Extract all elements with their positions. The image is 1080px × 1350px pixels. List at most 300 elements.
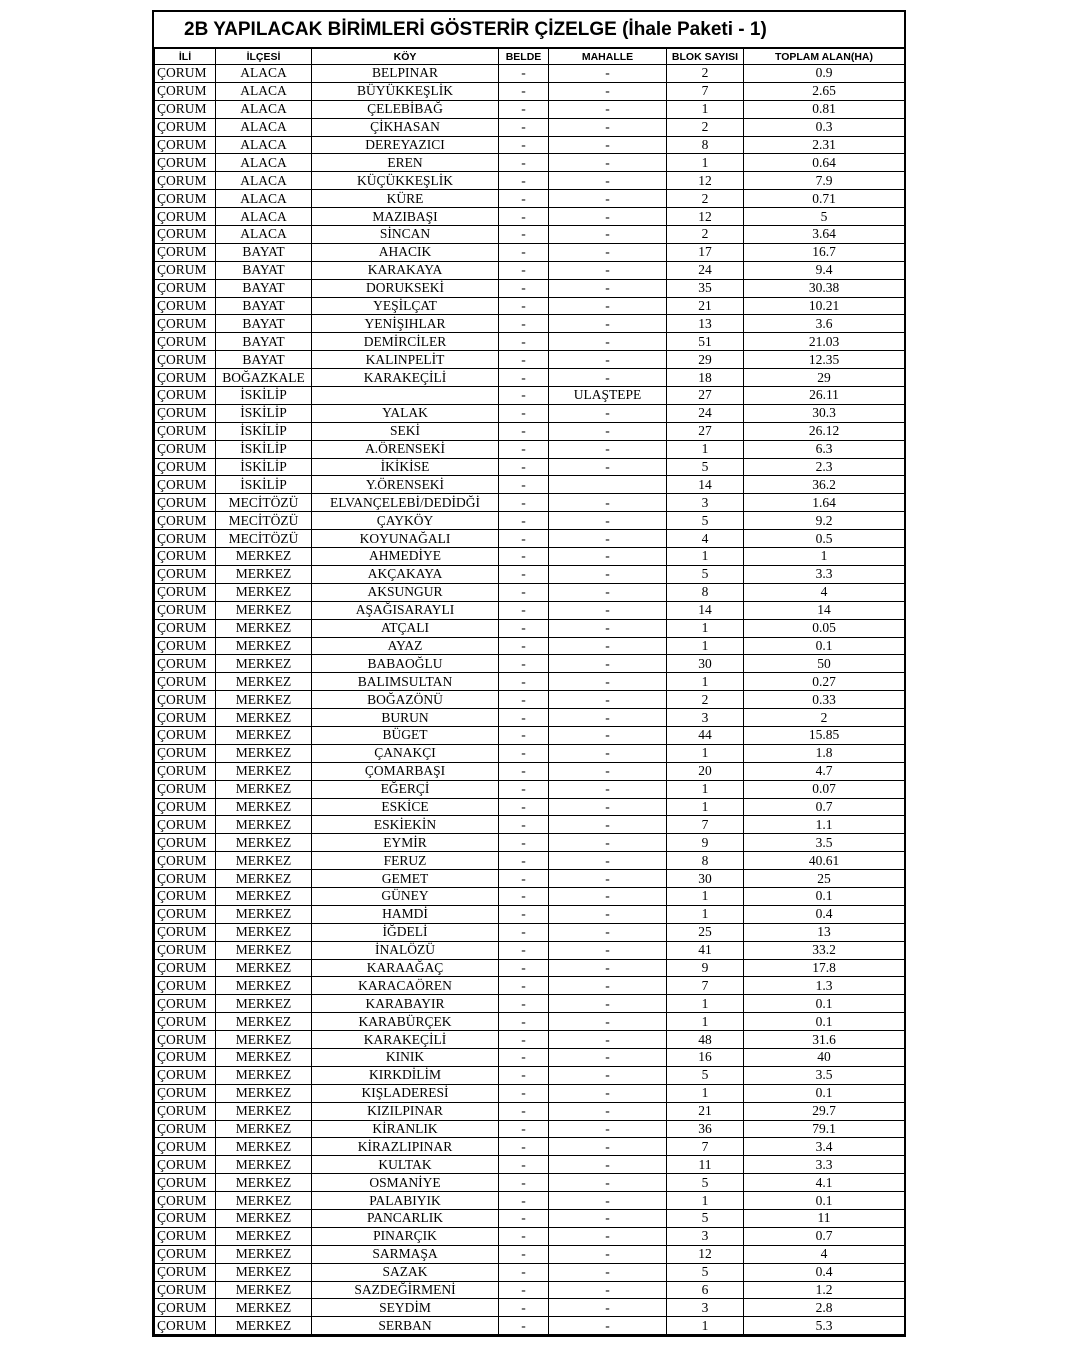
blok-sayisi-cell: 16: [667, 1048, 744, 1066]
koy-cell: Y.ÖRENSEKİ: [312, 476, 499, 494]
koy-cell: SİNCAN: [312, 226, 499, 244]
koy-cell: PANCARLIK: [312, 1210, 499, 1228]
mahalle-cell: -: [549, 548, 667, 566]
belde-cell: -: [499, 440, 549, 458]
ilce-cell: MECİTÖZÜ: [216, 494, 312, 512]
belde-cell: -: [499, 1317, 549, 1335]
mahalle-cell: -: [549, 1120, 667, 1138]
toplam-alan-cell: 0.33: [744, 691, 905, 709]
blok-sayisi-cell: 3: [667, 1299, 744, 1317]
belde-cell: -: [499, 995, 549, 1013]
toplam-alan-cell: 13: [744, 923, 905, 941]
koy-cell: SAZDEĞİRMENİ: [312, 1281, 499, 1299]
table-row: [155, 1013, 905, 1031]
il-cell: ÇORUM: [155, 118, 216, 136]
belde-cell: -: [499, 709, 549, 727]
column-header-blok-sayisi: BLOK SAYISI: [667, 49, 744, 65]
table-row: [155, 82, 905, 100]
blok-sayisi-cell: 1: [667, 100, 744, 118]
belde-cell: -: [499, 458, 549, 476]
ilce-cell: MERKEZ: [216, 870, 312, 888]
blok-sayisi-cell: 25: [667, 923, 744, 941]
belde-cell: -: [499, 1138, 549, 1156]
blok-sayisi-cell: 8: [667, 136, 744, 154]
ilce-cell: MERKEZ: [216, 1281, 312, 1299]
koy-cell: EĞERÇİ: [312, 780, 499, 798]
il-cell: ÇORUM: [155, 458, 216, 476]
table-row: [155, 458, 905, 476]
koy-cell: KÜRE: [312, 190, 499, 208]
koy-cell: ÇOMARBAŞI: [312, 762, 499, 780]
blok-sayisi-cell: 7: [667, 1138, 744, 1156]
il-cell: ÇORUM: [155, 1263, 216, 1281]
belde-cell: -: [499, 82, 549, 100]
toplam-alan-cell: 3.5: [744, 1066, 905, 1084]
ilce-cell: İSKİLİP: [216, 458, 312, 476]
il-cell: ÇORUM: [155, 762, 216, 780]
il-cell: ÇORUM: [155, 1102, 216, 1120]
table-row: [155, 261, 905, 279]
blok-sayisi-cell: 2: [667, 118, 744, 136]
koy-cell: İKİKİSE: [312, 458, 499, 476]
il-cell: ÇORUM: [155, 1210, 216, 1228]
blok-sayisi-cell: 1: [667, 548, 744, 566]
blok-sayisi-cell: 3: [667, 709, 744, 727]
belde-cell: -: [499, 887, 549, 905]
mahalle-cell: -: [549, 709, 667, 727]
toplam-alan-cell: 25: [744, 870, 905, 888]
ilce-cell: MERKEZ: [216, 923, 312, 941]
belde-cell: -: [499, 977, 549, 995]
ilce-cell: MERKEZ: [216, 601, 312, 619]
mahalle-cell: -: [549, 923, 667, 941]
ilce-cell: MERKEZ: [216, 995, 312, 1013]
table-row: [155, 655, 905, 673]
table-row: [155, 780, 905, 798]
toplam-alan-cell: 0.1: [744, 1013, 905, 1031]
belde-cell: -: [499, 243, 549, 261]
column-header-mahalle: MAHALLE: [549, 49, 667, 65]
ilce-cell: MECİTÖZÜ: [216, 512, 312, 530]
toplam-alan-cell: 0.64: [744, 154, 905, 172]
blok-sayisi-cell: 29: [667, 351, 744, 369]
blok-sayisi-cell: 24: [667, 261, 744, 279]
mahalle-cell: -: [549, 243, 667, 261]
il-cell: ÇORUM: [155, 1317, 216, 1335]
mahalle-cell: -: [549, 1263, 667, 1281]
blok-sayisi-cell: 1: [667, 1013, 744, 1031]
table-row: [155, 1281, 905, 1299]
table-header-row: [155, 49, 905, 65]
il-cell: ÇORUM: [155, 82, 216, 100]
toplam-alan-cell: 29.7: [744, 1102, 905, 1120]
ilce-cell: MERKEZ: [216, 655, 312, 673]
table-row: [155, 834, 905, 852]
koy-cell: İĞDELİ: [312, 923, 499, 941]
table-row: [155, 315, 905, 333]
toplam-alan-cell: 3.4: [744, 1138, 905, 1156]
table-row: [155, 941, 905, 959]
ilce-cell: MERKEZ: [216, 1048, 312, 1066]
table-row: [155, 1174, 905, 1192]
toplam-alan-cell: 5.3: [744, 1317, 905, 1335]
table-row: [155, 190, 905, 208]
koy-cell: MAZIBAŞI: [312, 208, 499, 226]
il-cell: ÇORUM: [155, 995, 216, 1013]
table-row: [155, 870, 905, 888]
toplam-alan-cell: 4.7: [744, 762, 905, 780]
belde-cell: -: [499, 261, 549, 279]
table-row: [155, 995, 905, 1013]
ilce-cell: MERKEZ: [216, 1299, 312, 1317]
ilce-cell: MERKEZ: [216, 1120, 312, 1138]
toplam-alan-cell: 0.4: [744, 1263, 905, 1281]
table-row: [155, 1120, 905, 1138]
ilce-cell: MERKEZ: [216, 977, 312, 995]
koy-cell: ÇELEBİBAĞ: [312, 100, 499, 118]
blok-sayisi-cell: 9: [667, 959, 744, 977]
table-row: [155, 172, 905, 190]
ilce-cell: ALACA: [216, 136, 312, 154]
ilce-cell: MERKEZ: [216, 834, 312, 852]
ilce-cell: İSKİLİP: [216, 440, 312, 458]
il-cell: ÇORUM: [155, 959, 216, 977]
koy-cell: SAZAK: [312, 1263, 499, 1281]
koy-cell: ESKİEKİN: [312, 816, 499, 834]
koy-cell: AKSUNGUR: [312, 583, 499, 601]
blok-sayisi-cell: 21: [667, 1102, 744, 1120]
toplam-alan-cell: 21.03: [744, 333, 905, 351]
mahalle-cell: -: [549, 1227, 667, 1245]
il-cell: ÇORUM: [155, 333, 216, 351]
il-cell: ÇORUM: [155, 655, 216, 673]
table-row: [155, 440, 905, 458]
belde-cell: -: [499, 673, 549, 691]
toplam-alan-cell: 79.1: [744, 1120, 905, 1138]
table-row: [155, 709, 905, 727]
ilce-cell: MERKEZ: [216, 887, 312, 905]
toplam-alan-cell: 16.7: [744, 243, 905, 261]
toplam-alan-cell: 10.21: [744, 297, 905, 315]
koy-cell: BÜYÜKKEŞLİK: [312, 82, 499, 100]
toplam-alan-cell: 29: [744, 369, 905, 387]
ilce-cell: MERKEZ: [216, 1210, 312, 1228]
mahalle-cell: -: [549, 422, 667, 440]
il-cell: ÇORUM: [155, 673, 216, 691]
blok-sayisi-cell: 1: [667, 905, 744, 923]
koy-cell: AHMEDİYE: [312, 548, 499, 566]
il-cell: ÇORUM: [155, 977, 216, 995]
il-cell: ÇORUM: [155, 1138, 216, 1156]
mahalle-cell: ULAŞTEPE: [549, 387, 667, 405]
blok-sayisi-cell: 5: [667, 1066, 744, 1084]
toplam-alan-cell: 5: [744, 208, 905, 226]
belde-cell: -: [499, 333, 549, 351]
il-cell: ÇORUM: [155, 709, 216, 727]
table-row: [155, 65, 905, 83]
table-row: [155, 1317, 905, 1335]
il-cell: ÇORUM: [155, 1227, 216, 1245]
koy-cell: AHACIK: [312, 243, 499, 261]
ilce-cell: MERKEZ: [216, 1102, 312, 1120]
il-cell: ÇORUM: [155, 601, 216, 619]
koy-cell: FERUZ: [312, 852, 499, 870]
blok-sayisi-cell: 12: [667, 1245, 744, 1263]
belde-cell: -: [499, 100, 549, 118]
table-row: [155, 1245, 905, 1263]
koy-cell: BALIMSULTAN: [312, 673, 499, 691]
mahalle-cell: -: [549, 655, 667, 673]
belde-cell: -: [499, 744, 549, 762]
belde-cell: -: [499, 1174, 549, 1192]
koy-cell: YENİŞIHLAR: [312, 315, 499, 333]
table-row: [155, 905, 905, 923]
document-title: 2B YAPILACAK BİRİMLERİ GÖSTERİR ÇİZELGE (İhale Paketi - 1): [154, 12, 904, 48]
belde-cell: -: [499, 941, 549, 959]
il-cell: ÇORUM: [155, 619, 216, 637]
koy-cell: KIRKDİLİM: [312, 1066, 499, 1084]
ilce-cell: BAYAT: [216, 243, 312, 261]
belde-cell: -: [499, 548, 549, 566]
mahalle-cell: -: [549, 870, 667, 888]
blok-sayisi-cell: 30: [667, 870, 744, 888]
table-row: [155, 1066, 905, 1084]
blok-sayisi-cell: 3: [667, 494, 744, 512]
table-row: [155, 279, 905, 297]
toplam-alan-cell: 0.3: [744, 118, 905, 136]
mahalle-cell: -: [549, 852, 667, 870]
il-cell: ÇORUM: [155, 1174, 216, 1192]
koy-cell: BÜGET: [312, 726, 499, 744]
belde-cell: -: [499, 691, 549, 709]
ilce-cell: MERKEZ: [216, 709, 312, 727]
ilce-cell: MERKEZ: [216, 1192, 312, 1210]
table-row: [155, 118, 905, 136]
koy-cell: [312, 387, 499, 405]
belde-cell: -: [499, 530, 549, 548]
mahalle-cell: -: [549, 619, 667, 637]
belde-cell: -: [499, 780, 549, 798]
mahalle-cell: -: [549, 1138, 667, 1156]
column-header-koy: KÖY: [312, 49, 499, 65]
il-cell: ÇORUM: [155, 691, 216, 709]
blok-sayisi-cell: 12: [667, 172, 744, 190]
koy-cell: KİRAZLIPINAR: [312, 1138, 499, 1156]
blok-sayisi-cell: 6: [667, 1281, 744, 1299]
mahalle-cell: -: [549, 1084, 667, 1102]
blok-sayisi-cell: 9: [667, 834, 744, 852]
koy-cell: KALINPELİT: [312, 351, 499, 369]
il-cell: ÇORUM: [155, 1031, 216, 1049]
blok-sayisi-cell: 13: [667, 315, 744, 333]
blok-sayisi-cell: 1: [667, 995, 744, 1013]
ilce-cell: ALACA: [216, 82, 312, 100]
ilce-cell: MERKEZ: [216, 798, 312, 816]
toplam-alan-cell: 6.3: [744, 440, 905, 458]
il-cell: ÇORUM: [155, 870, 216, 888]
belde-cell: -: [499, 565, 549, 583]
blok-sayisi-cell: 5: [667, 1210, 744, 1228]
belde-cell: -: [499, 762, 549, 780]
table-row: [155, 1263, 905, 1281]
il-cell: ÇORUM: [155, 154, 216, 172]
toplam-alan-cell: 0.5: [744, 530, 905, 548]
toplam-alan-cell: 0.1: [744, 1192, 905, 1210]
ilce-cell: MERKEZ: [216, 1263, 312, 1281]
il-cell: ÇORUM: [155, 726, 216, 744]
mahalle-cell: -: [549, 1156, 667, 1174]
ilce-cell: MERKEZ: [216, 691, 312, 709]
koy-cell: ATÇALI: [312, 619, 499, 637]
blok-sayisi-cell: 18: [667, 369, 744, 387]
toplam-alan-cell: 3.3: [744, 1156, 905, 1174]
il-cell: ÇORUM: [155, 798, 216, 816]
mahalle-cell: -: [549, 118, 667, 136]
mahalle-cell: -: [549, 190, 667, 208]
table-row: [155, 565, 905, 583]
blok-sayisi-cell: 24: [667, 404, 744, 422]
il-cell: ÇORUM: [155, 1120, 216, 1138]
ilce-cell: MERKEZ: [216, 1066, 312, 1084]
ilce-cell: BOĞAZKALE: [216, 369, 312, 387]
koy-cell: YEŞİLÇAT: [312, 297, 499, 315]
blok-sayisi-cell: 17: [667, 243, 744, 261]
belde-cell: -: [499, 923, 549, 941]
table-row: [155, 619, 905, 637]
il-cell: ÇORUM: [155, 65, 216, 83]
toplam-alan-cell: 0.1: [744, 887, 905, 905]
mahalle-cell: -: [549, 1048, 667, 1066]
column-header-toplam-alan: TOPLAM ALAN(HA): [744, 49, 905, 65]
koy-cell: AYAZ: [312, 637, 499, 655]
belde-cell: -: [499, 512, 549, 530]
koy-cell: KARAKAYA: [312, 261, 499, 279]
toplam-alan-cell: 40.61: [744, 852, 905, 870]
ilce-cell: MERKEZ: [216, 1084, 312, 1102]
koy-cell: AŞAĞISARAYLI: [312, 601, 499, 619]
koy-cell: EYMİR: [312, 834, 499, 852]
ilce-cell: MERKEZ: [216, 726, 312, 744]
toplam-alan-cell: 9.4: [744, 261, 905, 279]
table-row: [155, 136, 905, 154]
ilce-cell: MERKEZ: [216, 1317, 312, 1335]
toplam-alan-cell: 30.3: [744, 404, 905, 422]
mahalle-cell: -: [549, 601, 667, 619]
mahalle-cell: -: [549, 1031, 667, 1049]
toplam-alan-cell: 0.27: [744, 673, 905, 691]
toplam-alan-cell: 3.3: [744, 565, 905, 583]
il-cell: ÇORUM: [155, 744, 216, 762]
toplam-alan-cell: 30.38: [744, 279, 905, 297]
belde-cell: -: [499, 422, 549, 440]
belde-cell: -: [499, 1263, 549, 1281]
belde-cell: -: [499, 834, 549, 852]
toplam-alan-cell: 0.81: [744, 100, 905, 118]
ilce-cell: MECİTÖZÜ: [216, 530, 312, 548]
mahalle-cell: -: [549, 637, 667, 655]
mahalle-cell: -: [549, 1102, 667, 1120]
blok-sayisi-cell: 11: [667, 1156, 744, 1174]
table-row: [155, 673, 905, 691]
toplam-alan-cell: 36.2: [744, 476, 905, 494]
table-row: [155, 637, 905, 655]
koy-cell: KÜÇÜKKEŞLİK: [312, 172, 499, 190]
belde-cell: -: [499, 1156, 549, 1174]
koy-cell: İNALÖZÜ: [312, 941, 499, 959]
blok-sayisi-cell: 7: [667, 977, 744, 995]
blok-sayisi-cell: 1: [667, 1317, 744, 1335]
table-row: [155, 1210, 905, 1228]
table-row: [155, 1299, 905, 1317]
toplam-alan-cell: 7.9: [744, 172, 905, 190]
blok-sayisi-cell: 27: [667, 422, 744, 440]
il-cell: ÇORUM: [155, 172, 216, 190]
toplam-alan-cell: 11: [744, 1210, 905, 1228]
belde-cell: -: [499, 369, 549, 387]
koy-cell: KİRANLIK: [312, 1120, 499, 1138]
toplam-alan-cell: 0.1: [744, 995, 905, 1013]
blok-sayisi-cell: 14: [667, 601, 744, 619]
mahalle-cell: -: [549, 816, 667, 834]
il-cell: ÇORUM: [155, 1084, 216, 1102]
mahalle-cell: -: [549, 1299, 667, 1317]
blok-sayisi-cell: 1: [667, 1192, 744, 1210]
blok-sayisi-cell: 1: [667, 1084, 744, 1102]
blok-sayisi-cell: 27: [667, 387, 744, 405]
mahalle-cell: -: [549, 1245, 667, 1263]
blok-sayisi-cell: 1: [667, 154, 744, 172]
il-cell: ÇORUM: [155, 243, 216, 261]
mahalle-cell: -: [549, 726, 667, 744]
mahalle-cell: -: [549, 995, 667, 1013]
blok-sayisi-cell: 35: [667, 279, 744, 297]
koy-cell: BABAOĞLU: [312, 655, 499, 673]
belde-cell: -: [499, 637, 549, 655]
table-row: [155, 243, 905, 261]
table-row: [155, 1102, 905, 1120]
ilce-cell: MERKEZ: [216, 1245, 312, 1263]
koy-cell: SARMAŞA: [312, 1245, 499, 1263]
mahalle-cell: -: [549, 82, 667, 100]
mahalle-cell: -: [549, 100, 667, 118]
blok-sayisi-cell: 21: [667, 297, 744, 315]
il-cell: ÇORUM: [155, 279, 216, 297]
koy-cell: HAMDİ: [312, 905, 499, 923]
il-cell: ÇORUM: [155, 261, 216, 279]
toplam-alan-cell: 0.05: [744, 619, 905, 637]
ilce-cell: İSKİLİP: [216, 387, 312, 405]
belde-cell: -: [499, 476, 549, 494]
ilce-cell: MERKEZ: [216, 583, 312, 601]
mahalle-cell: -: [549, 1174, 667, 1192]
il-cell: ÇORUM: [155, 1013, 216, 1031]
toplam-alan-cell: 2: [744, 709, 905, 727]
table-row: [155, 333, 905, 351]
blok-sayisi-cell: 5: [667, 1174, 744, 1192]
belde-cell: -: [499, 279, 549, 297]
ilce-cell: ALACA: [216, 226, 312, 244]
ilce-cell: MERKEZ: [216, 905, 312, 923]
ilce-cell: ALACA: [216, 118, 312, 136]
table-row: [155, 297, 905, 315]
table-row: [155, 1227, 905, 1245]
mahalle-cell: -: [549, 762, 667, 780]
table-row: [155, 583, 905, 601]
belde-cell: -: [499, 494, 549, 512]
mahalle-cell: -: [549, 1013, 667, 1031]
koy-cell: KARAKEÇİLİ: [312, 369, 499, 387]
mahalle-cell: -: [549, 673, 667, 691]
